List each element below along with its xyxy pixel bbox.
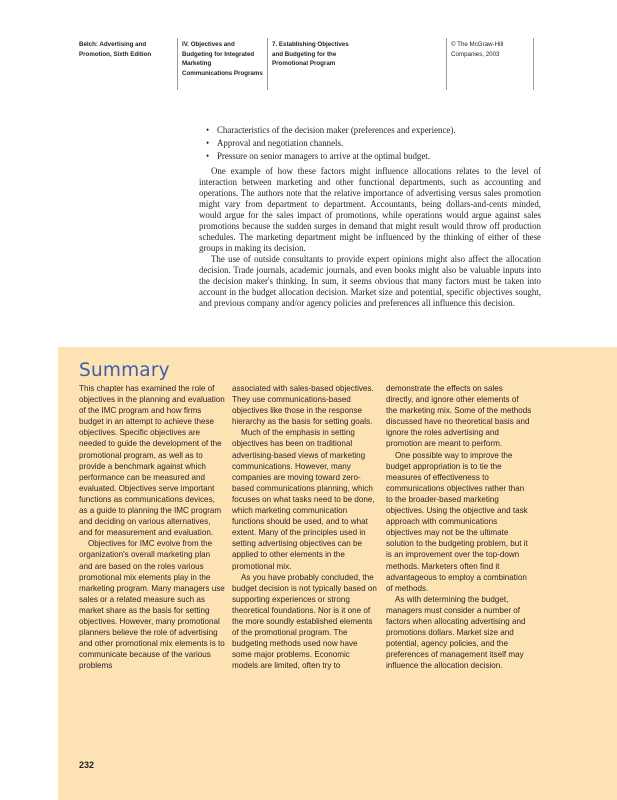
paragraph: As you have probably concluded, the budget decision is not typically based on supporting experiences or strong theoretical foundations. Nor is it one of the more soundly established elements of the promotional program. The budgeting methods used now have some major problems. Economic models are limited, often try to xyxy=(232,572,377,671)
header-chapter-title: 7. Establishing Objectives and Budgeting for the Promotional Program xyxy=(267,38,357,90)
paragraph: One possible way to improve the budget appropriation is to tie the measures of effectiveness to communications objectives rather than to the broader-based marketing objectives. Using the objective and task approach with communications objectives may not be the ultimate solution to the budgeting problem, but it is an improvement over the top-down methods. Marketers often find it advantageous to employ a combination of methods. xyxy=(386,450,528,593)
paragraph: Objectives for IMC evolve from the organization's overall marketing plan and are based on the roles various promotional mix elements play in the marketing program. Many managers use sales or a related measure such as market share as the basis for setting objectives. However, many promotional planners believe the role of advertising and other promotional mix elements is to communicate because of the various problems xyxy=(79,539,225,671)
paragraph: One example of how these factors might influence allocations relates to the level of interaction between marketing and other functional departments, such as accounting and operations. The authors note that the relative importance of advertising versus sales promotion might vary from department to department. Accountants, being dollars-and-cents minded, would argue for the sales impact of promotions, while operations would argue against sales promotions because the sudden surges in demand that might result would throw off production schedules. The marketing department might be influenced by the thinking of either of these groups in making its decision. xyxy=(199,166,541,253)
paragraph: associated with sales-based objectives. They use communications-based objectives like those in the response hierarchy as the basis for setting goals. xyxy=(232,384,374,427)
summary-title: Summary xyxy=(79,360,170,381)
list-item: • Approval and negotiation channels. xyxy=(206,137,546,150)
paragraph: Much of the emphasis in setting objectives has been on traditional advertising-based views of marketing communications. However, many companies are moving toward zero-based communications planning, which focuses on what tasks need to be done, which marketing communication functions should be used, and to what extent. Many of the principles used in setting advertising objectives can be applied to other elements in the promotional mix. xyxy=(232,428,375,571)
list-item: • Characteristics of the decision maker (preferences and experience). xyxy=(206,124,546,137)
bullet-list xyxy=(206,124,546,164)
paragraph: As with determining the budget, managers must consider a number of factors when allocating advertising and promotions dollars. Market size and potential, agency policies, and the preferences of management itself may influence the allocation decision. xyxy=(386,594,526,671)
body-text xyxy=(199,166,541,309)
page-number: 232 xyxy=(79,760,95,770)
header-book-title: Belch: Advertising and Promotion, Sixth Edition xyxy=(79,41,152,58)
paragraph: The use of outside consultants to provide expert opinions might also affect the allocation decision. Trade journals, academic journals, and even books might also be valuable inputs into the decision maker's thinking. In sum, it seems obvious that many factors must be taken into account in the budget allocation decision. Market size and potential, specific objectives sought, and previous company and/or agency policies and preferences all influence this decision. xyxy=(199,254,541,308)
summary-column-1 xyxy=(79,383,225,671)
header-divider xyxy=(533,38,538,90)
paragraph: demonstrate the effects on sales directly, and ignore other elements of the marketing mix. Some of the methods discussed have no theoretical basis and ignore the roles advertising and promotion are meant to perform. xyxy=(386,384,532,449)
header-part-title: IV. Objectives and Budgeting for Integrated Marketing Communications Programs xyxy=(177,38,263,90)
header-copyright: © The McGraw-Hill Companies, 2003 xyxy=(446,38,534,90)
running-header xyxy=(77,38,533,86)
paragraph: This chapter has examined the role of objectives in the planning and evaluation of the IMC program and how firms budget in an attempt to achieve these objectives. Specific objectives are needed to guide the development of the promotional program, as well as to provide a benchmark against which performance can be measured and evaluated. Objectives serve important functions as communications devices, as a guide to planning the IMC program and deciding on various alternatives, and for measurement and evaluation. xyxy=(79,384,225,538)
summary-column-3 xyxy=(386,383,532,671)
summary-column-2 xyxy=(232,383,378,671)
list-item: • Pressure on senior managers to arrive at the optimal budget. xyxy=(206,150,546,163)
